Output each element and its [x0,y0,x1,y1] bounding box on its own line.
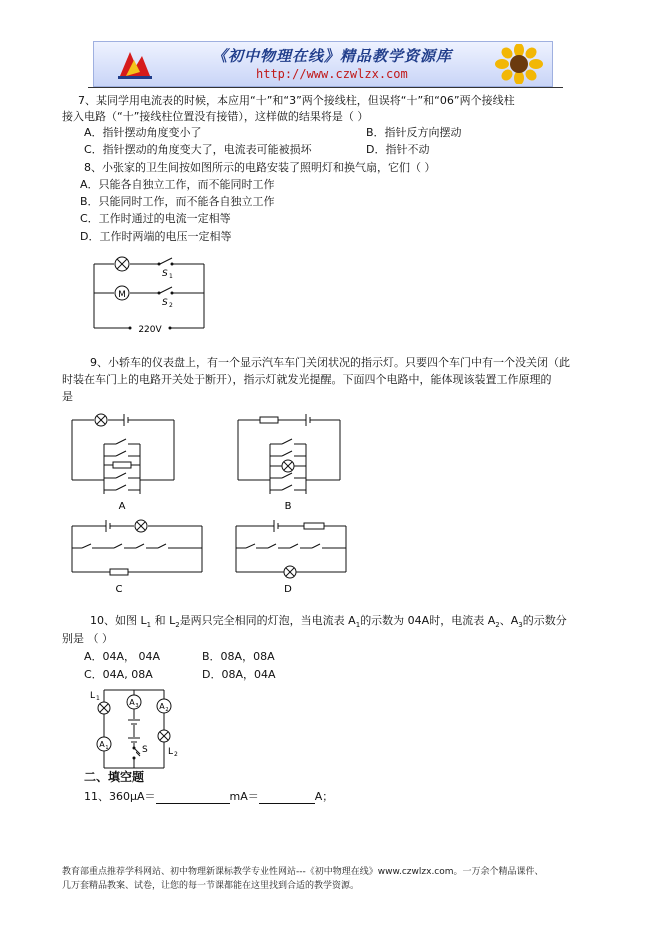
q8-stem: 8、小张家的卫生间按如图所示的电路安装了照明灯和换气扇，它们（ ） [84,161,436,174]
switch-s2-subscript: 2 [169,302,173,309]
q7-option-d: D．指针不动 [366,143,430,156]
q10-stem-line2: 别是 （ ） [62,632,113,645]
q11-blank-ma[interactable] [156,790,230,804]
option-c-label: C [115,584,123,595]
q8-option-b: B．只能同时工作，而不能各自独立工作 [80,195,275,208]
indicator-lamp-icon [95,414,107,426]
q8-option-c: C．工作时通过的电流一定相等 [80,212,231,225]
lamp-l1-icon [98,702,110,714]
q9-circuit-b [230,408,350,512]
svg-text:3: 3 [135,703,139,709]
indicator-lamp-icon [135,520,147,532]
switch-s-label: S [142,745,148,755]
indicator-lamp-icon [282,460,294,472]
ammeter-a1-icon [97,737,111,751]
q10-circuit-diagram [84,684,188,776]
motor-icon [115,286,129,300]
q9-circuit-d [228,516,354,600]
q9-stem-line3: 是 [62,390,73,403]
q10-option-d: D．08A，04A [202,668,276,681]
supply-voltage-label: 220V [138,325,162,335]
svg-text:1: 1 [105,745,109,751]
banner-url[interactable]: http://www.czwlzx.com [256,67,408,81]
footer-line1: 教育部重点推荐学科网站、初中物理新课标教学专业性网站---《初中物理在线》www.czwlzx.com。一万余个精品课件、 [62,867,544,877]
header-rule [88,87,563,88]
switch-s2-label: S [162,298,168,308]
q7-option-b: B．指针反方向摆动 [366,126,462,139]
option-d-label: D [284,584,292,595]
svg-text:A: A [99,740,105,749]
q8-option-d: D．工作时两端的电压一定相等 [80,230,232,243]
option-a-label: A [118,501,126,512]
ammeter-a2-icon [157,699,171,713]
q10-option-b: B．08A，08A [202,650,275,663]
motor-label: M [118,290,126,300]
switch-s1-subscript: 1 [169,273,173,280]
indicator-lamp-icon [284,566,296,578]
option-b-label: B [284,501,292,512]
l2-label: L [168,747,174,757]
section-heading: 二、填空题 [84,770,145,784]
svg-text:A: A [159,702,165,711]
lamp-icon [115,257,129,271]
header-banner [93,41,553,87]
svg-text:2: 2 [165,707,169,713]
svg-text:2: 2 [174,751,178,758]
q9-stem-line2: 时装在车门上的电路开关处于断开），指示灯就发光提醒。下面四个电路中，能体现该装置工作原理的 [62,373,552,386]
svg-text:A: A [129,698,135,707]
q10-stem-line1: 10、如图 $L_1$ 和 $L_2$是两只完全相同的灯泡，当电流表 $A_1$的示数为 04A时，电流表 $A_2$、$A_3$的示数分 [90,614,567,630]
q9-circuit-a [64,408,184,512]
svg-text:1: 1 [96,695,100,702]
q7-option-a: A．指针摆动角度变小了 [84,126,202,139]
q10-option-a: A．04A， 04A [84,650,161,663]
q10-option-c: C．04A, 08A [84,668,153,681]
l1-label: L [90,691,96,701]
sunflower-icon [494,44,544,84]
q11-line: 11、360μA＝ mA＝ A； [84,790,334,803]
footer-line2: 几万套精品教案、试卷，让您的每一节课都能在这里找到合适的教学资源。 [62,881,360,891]
q9-stem-line1: 9、小轿车的仪表盘上，有一个显示汽车车门关闭状况的指示灯。只要四个车门中有一个没关闭（此 [90,356,570,369]
q7-stem-line2: 接入电路（“十”接线柱位置没有接错），这样做的结果将是（ ） [62,110,369,123]
q7-stem-line1: 7、某同学用电流表的时候，本应用“十”和“3”两个接线柱，但误将“十”和“06”两个接线柱 [78,94,515,107]
ammeter-a3-icon [127,695,141,709]
q7-option-c: C．指针摆动的角度变大了，电流表可能被损坏 [84,143,312,156]
q8-circuit-diagram [86,252,216,342]
logo-icon [116,48,154,80]
lamp-l2-icon [158,730,170,742]
q8-option-a: A．只能各自独立工作，而不能同时工作 [80,178,275,191]
switch-s1-label: S [162,269,168,279]
q11-blank-a[interactable] [259,790,315,804]
q9-circuit-c [64,516,210,600]
banner-title: 《初中物理在线》精品教学资源库 [212,47,453,65]
